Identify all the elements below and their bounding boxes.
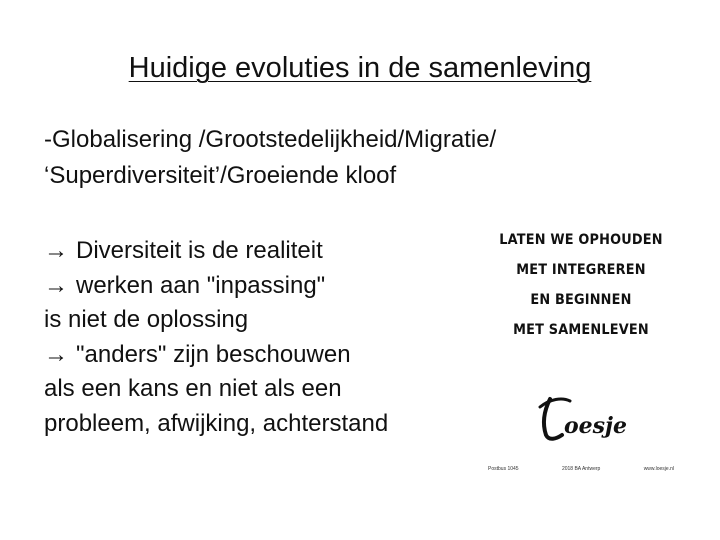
intro-text	[44, 122, 496, 194]
loesje-logo	[536, 393, 636, 449]
svg-text:oesje: oesje	[564, 413, 628, 439]
arrow-right-icon: →	[44, 340, 68, 368]
arrow-right-icon: →	[44, 271, 68, 299]
loesje-poster	[486, 215, 676, 477]
arrow-right-icon: →	[44, 237, 68, 264]
point-line: probleem, afwijking, achterstand	[44, 409, 389, 437]
poster-line: MET INTEGREREN	[516, 262, 646, 278]
point-line: → werken aan "inpassing"	[44, 269, 388, 304]
point-line: → Diversiteit is de realiteit	[44, 234, 388, 269]
bullet-points	[44, 234, 388, 441]
point-line: → "anders" zijn beschouwen	[44, 338, 388, 373]
poster-footer	[488, 466, 674, 472]
point-line: is niet de oplossing	[44, 306, 249, 333]
poster-line: EN BEGINNEN	[530, 292, 632, 308]
poster-line: MET SAMENLEVEN	[513, 322, 649, 338]
intro-line: ‘Superdiversiteit’/Groeiende kloof	[44, 162, 397, 189]
point-line: als een kans en niet als een	[44, 375, 342, 402]
footer-city: 2018 BA Antwerp	[561, 466, 601, 472]
slide-title: Huidige evoluties in de samenleving	[128, 52, 592, 84]
footer-website: www.loesje.nl	[643, 466, 674, 472]
poster-line: LATEN WE OPHOUDEN	[499, 232, 663, 248]
poster-message	[494, 225, 669, 345]
footer-address: Postbus 1045	[488, 466, 519, 472]
intro-line: -Globalisering /Grootstedelijkheid/Migratie/	[44, 126, 497, 153]
